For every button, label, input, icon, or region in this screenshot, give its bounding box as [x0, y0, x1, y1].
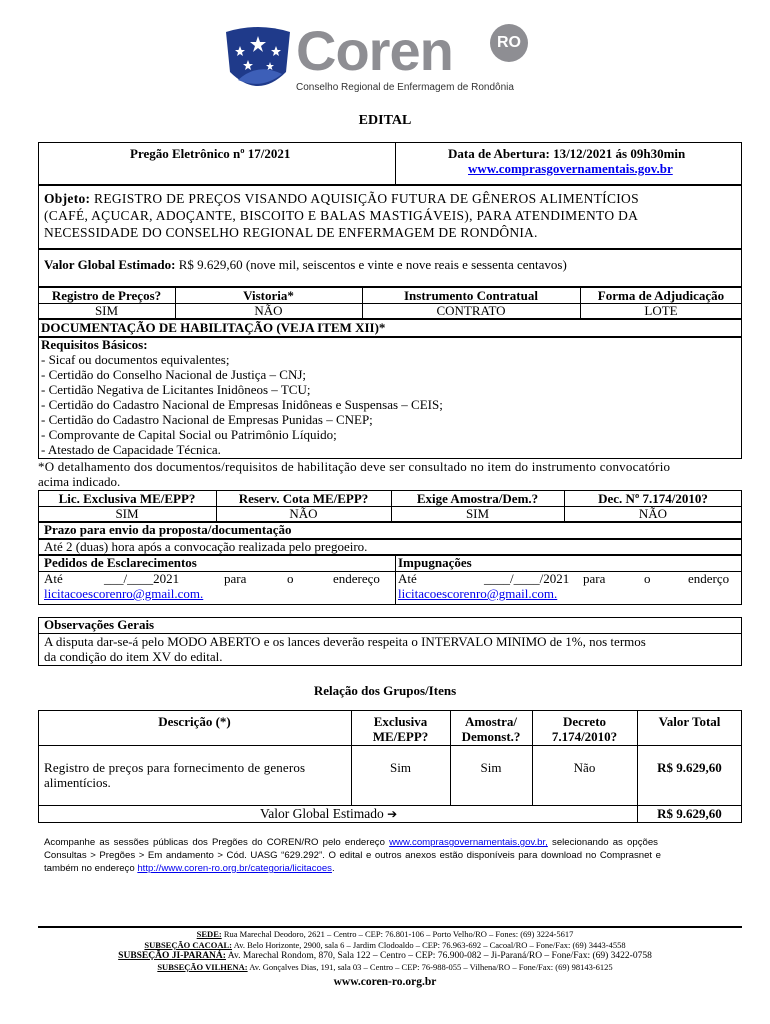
row-descricao-cont: alimentícios. [44, 775, 111, 790]
footer-website[interactable]: www.coren-ro.org.br [333, 976, 437, 988]
exclusiva-col-header: Exclusiva ME/EPP? [372, 714, 429, 744]
objeto-line-1: Objeto: REGISTRO DE PREÇOS VISANDO AQUISIÇÃO FUTURA DE GÊNEROS ALIMENTÍCIOS [44, 191, 639, 206]
logo-badge: RO [490, 24, 528, 62]
logo-wordmark: Coren [296, 19, 453, 82]
list-item: - Certidão do Cadastro Nacional de Empresas Inidôneas e Suspensas – CEIS; [41, 397, 443, 412]
instrumento-header: Instrumento Contratual [404, 288, 538, 303]
vistoria-header: Vistoria* [243, 288, 294, 303]
amostra-col-header: Amostra/ Demonst.? [461, 714, 521, 744]
esclarecimentos-word: endereço [333, 571, 380, 586]
arrow-right-icon: ➔ [387, 807, 398, 821]
acompanhe-line-3: também no endereço http://www.coren-ro.org.br/categoria/licitacoes. [44, 863, 335, 874]
grupos-total-value: R$ 9.629,60 [657, 806, 722, 821]
impugnacoes-word: o [644, 571, 651, 586]
esclarecimentos-heading: Pedidos de Esclarecimentos [44, 555, 197, 570]
acompanhe-line-1: Acompanhe as sessões públicas dos Pregões do COREN/RO pelo endereço www.comprasgovernamentais.gov.br, selecionando as opções [44, 837, 658, 848]
observacoes-heading: Observações Gerais [44, 617, 155, 632]
grupos-title: Relação dos Grupos/Itens [313, 683, 457, 698]
list-item: - Certidão do Cadastro Nacional de Empresas Punidas – CNEP; [41, 412, 373, 427]
valor-total-header: Valor Total [658, 714, 721, 729]
footer-divider [38, 926, 742, 928]
comprasnet-link[interactable]: www.comprasgovernamentais.gov.br, [389, 837, 548, 848]
impugnacoes-word: enderço [688, 571, 730, 586]
list-item: - Certidão do Conselho Nacional de Justiça – CNJ; [41, 367, 307, 382]
cota-header: Reserv. Cota ME/EPP? [238, 491, 369, 506]
objeto-line-2: (CAFÉ, AÇUCAR, ADOÇANTE, BISCOITO E BALAS MASTIGÁVEIS), PARA ATENDIMENTO DA [44, 208, 639, 223]
impugnacoes-date: ____/____/2021 [484, 571, 570, 586]
row-valor: R$ 9.629,60 [657, 760, 722, 775]
compras-link[interactable]: www.comprasgovernamentais.gov.br [468, 161, 673, 176]
amostra-header: Exige Amostra/Dem.? [416, 491, 539, 506]
exclusiva-header: Lic. Exclusiva ME/EPP? [58, 491, 196, 506]
impugnacoes-word: para [583, 571, 606, 586]
prazo-heading: Prazo para envio da proposta/documentação [44, 522, 292, 537]
adjudicacao-value: LOTE [644, 303, 678, 318]
row-decreto: Não [573, 760, 596, 775]
row-descricao: Registro de preços para fornecimento de generos [44, 760, 306, 775]
footer-cacoal: SUBSEÇÃO CACOAL: Av. Belo Horizonte, 2900, sala 6 – Jardim Clodoaldo – CEP: 76.963-692 – Cacoal/RO – Fone/Fax: (69) 3443-4558 [144, 940, 626, 950]
opening-date: Data de Abertura: 13/12/2021 ás 09h30min [448, 146, 686, 161]
footer-jiparana: SUBSEÇÃO JI-PARANÁ: Av. Marechal Rondom, 870, Sala 122 – Centro – CEP: 76.900-082 – Ji-Paraná/RO – Fone/Fax: (69) 3422-0758 [118, 951, 652, 961]
footer-vilhena: SUBSEÇÃO VILHENA: Av. Gonçalves Dias, 191, sala 03 – Centro – CEP: 76-988-055 – Vilhena/RO – Fone/Fax: (69) 98143-6125 [157, 962, 613, 972]
list-item: - Atestado de Capacidade Técnica. [41, 442, 221, 457]
footer-sede: SEDE: Rua Marechal Deodoro, 2621 – Centro – CEP: 76.801-106 – Porto Velho/RO – Fones: (69) 3224-5617 [196, 929, 574, 939]
esclarecimentos-word: Até [44, 571, 63, 586]
requisitos-heading: Requisitos Básicos: [41, 337, 148, 352]
adjudicacao-header: Forma de Adjudicação [597, 288, 725, 303]
list-item: - Sicaf ou documentos equivalentes; [41, 352, 230, 367]
grupos-total-label: Valor Global Estimado ➔ [260, 806, 398, 821]
acompanhe-line-2: Consultas > Pregões > Em andamento > Cód. UASG “629.292”. O edital e outros anexos estão disponíveis para download no Comprasnet e [44, 850, 661, 861]
esclarecimentos-date: ___/____2021 [104, 571, 180, 586]
list-item: - Certidão Negativa de Licitantes Inidôneos – TCU; [41, 382, 311, 397]
documentacao-heading: DOCUMENTAÇÃO DE HABILITAÇÃO (VEJA ITEM XII)* [41, 320, 386, 335]
observacoes-text-cont: da condição do item XV do edital. [44, 649, 223, 664]
descricao-header: Descrição (*) [158, 714, 231, 729]
pregao-number: Pregão Eletrônico nº 17/2021 [130, 146, 291, 161]
registro-header: Registro de Preços? [51, 288, 162, 303]
cota-value: NÃO [289, 506, 318, 521]
impugnacoes-email[interactable]: licitacoescorenro@gmail.com. [398, 586, 558, 601]
objeto-line-3: NECESSIDADE DO CONSELHO REGIONAL DE ENFERMAGEM DE RONDÔNIA. [44, 225, 538, 240]
decreto-value: NÃO [638, 506, 668, 521]
star-emblem-icon [218, 22, 298, 98]
esclarecimentos-email[interactable]: licitacoescorenro@gmail.com. [44, 586, 204, 601]
registro-value: SIM [94, 303, 119, 318]
coren-licitacoes-link[interactable]: http://www.coren-ro.org.br/categoria/licitacoes [137, 863, 332, 874]
page-title: EDITAL [358, 113, 412, 128]
documentacao-note-cont: acima indicado. [38, 474, 121, 489]
amostra-value: SIM [465, 506, 490, 521]
instrumento-value: CONTRATO [436, 303, 506, 318]
row-amostra: Sim [480, 760, 502, 775]
valor-global: Valor Global Estimado: R$ 9.629,60 (nove mil, seiscentos e vinte e nove reais e sessenta centavos) [44, 257, 567, 272]
impugnacoes-heading: Impugnações [398, 555, 472, 570]
observacoes-text: A disputa dar-se-á pelo MODO ABERTO e os lances deverão respeita o INTERVALO MINIMO de 1%, nos termos [44, 634, 646, 649]
documentacao-note: *O detalhamento dos documentos/requisitos de habilitação deve ser consultado no item do instrumento convocatório [38, 459, 671, 474]
vistoria-value: NÃO [254, 303, 283, 318]
exclusiva-value: SIM [115, 506, 139, 521]
coren-logo [218, 19, 548, 98]
esclarecimentos-word: o [287, 571, 294, 586]
logo-subtitle: Conselho Regional de Enfermagem de Rondônia [296, 82, 514, 93]
decreto-header: Dec. Nº 7.174/2010? [598, 491, 708, 506]
esclarecimentos-word: para [224, 571, 247, 586]
decreto-col-header: Decreto 7.174/2010? [551, 714, 618, 744]
list-item: - Comprovante de Capital Social ou Patrimônio Líquido; [41, 427, 337, 442]
prazo-text: Até 2 (duas) hora após a convocação realizada pelo pregoeiro. [44, 539, 368, 554]
impugnacoes-word: Até [398, 571, 417, 586]
row-exclusiva: Sim [390, 760, 411, 775]
